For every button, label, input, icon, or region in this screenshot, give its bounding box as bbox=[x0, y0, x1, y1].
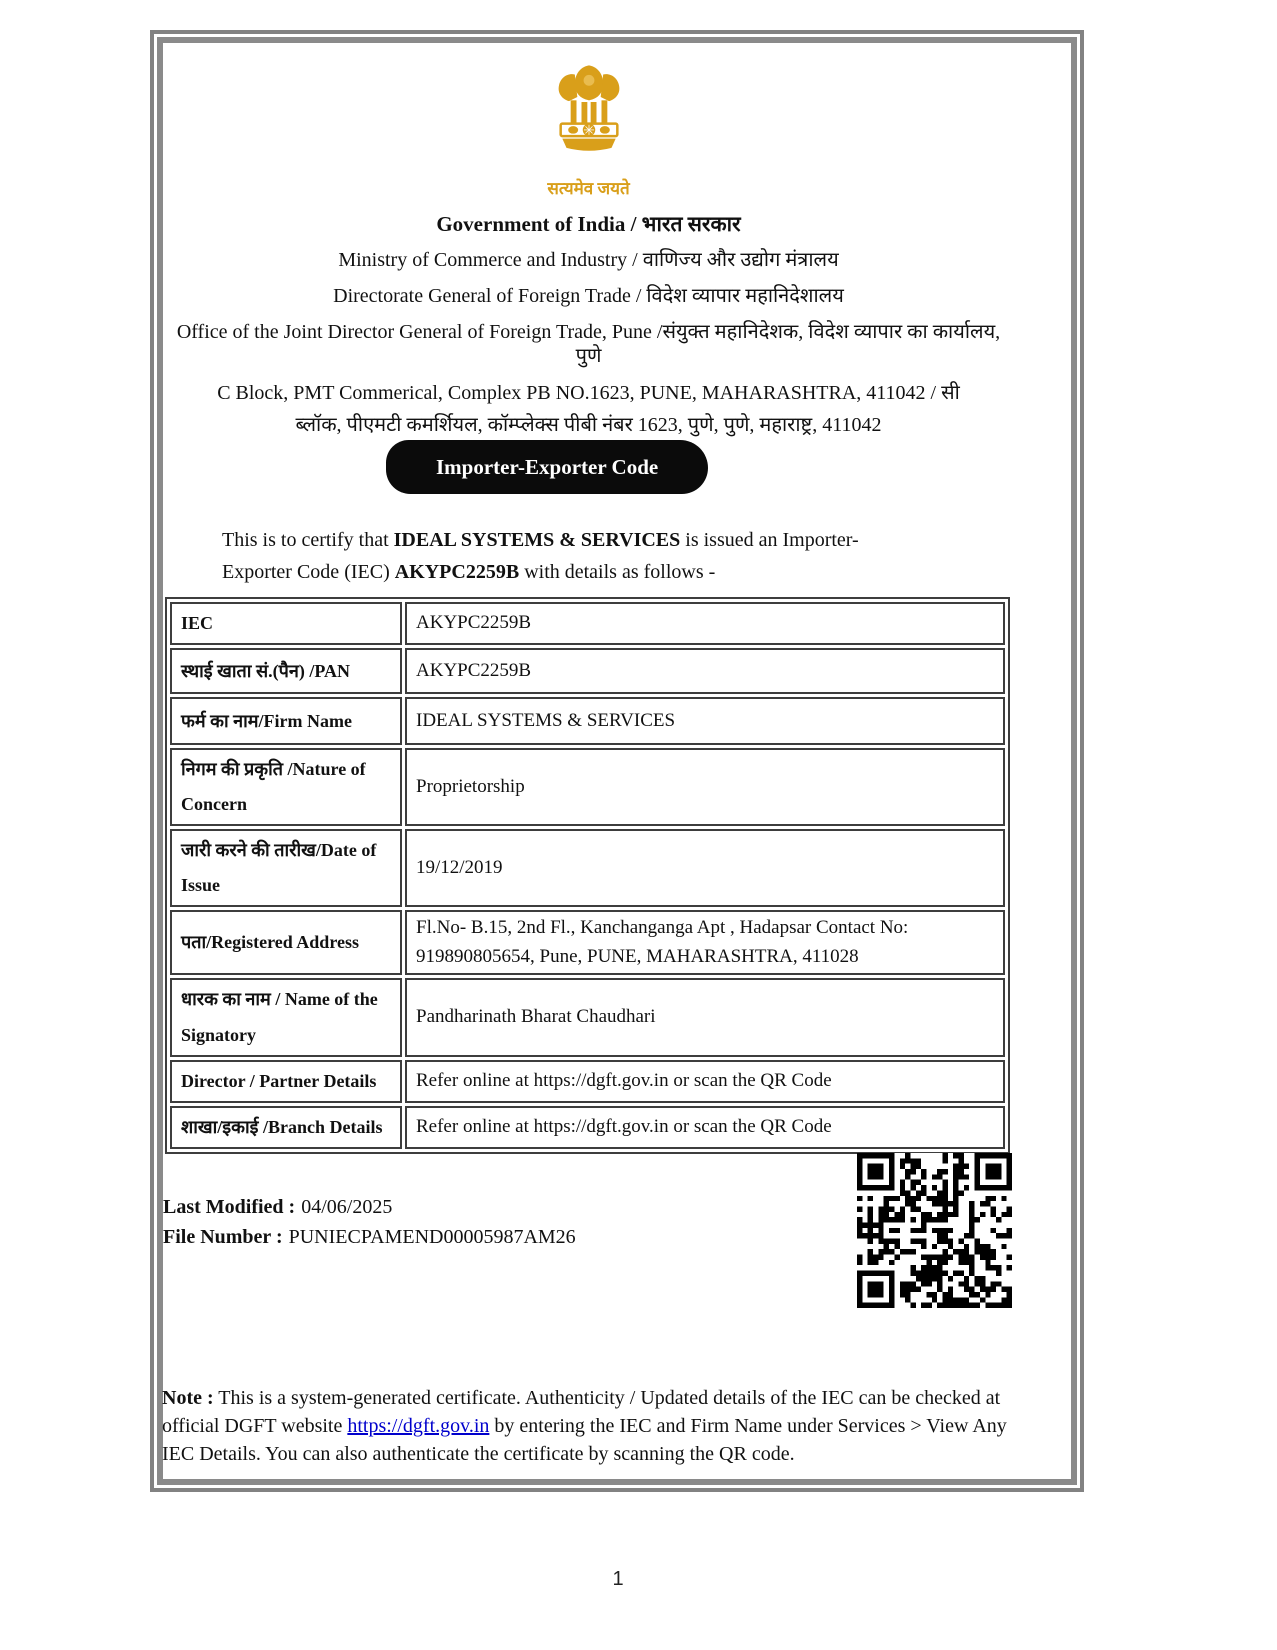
row-label: धारक का नाम / Name of the Signatory bbox=[170, 978, 402, 1056]
row-label: शाखा/इकाई /Branch Details bbox=[170, 1106, 402, 1149]
file-number-value: PUNIECPAMEND00005987AM26 bbox=[288, 1226, 576, 1248]
national-emblem-icon bbox=[539, 56, 639, 168]
certify-text: This is to certify that bbox=[222, 529, 394, 551]
row-value: Pandharinath Bharat Chaudhari bbox=[405, 978, 1005, 1056]
note-label: Note : bbox=[162, 1387, 214, 1409]
row-label: फर्म का नाम/Firm Name bbox=[170, 697, 402, 745]
file-number-line bbox=[163, 1222, 576, 1252]
table-row bbox=[170, 648, 1005, 694]
row-value: AKYPC2259B bbox=[405, 648, 1005, 694]
row-label: जारी करने की तारीख/Date of Issue bbox=[170, 829, 402, 907]
row-label: स्थाई खाता सं.(पैन) /PAN bbox=[170, 648, 402, 694]
row-label: निगम की प्रकृति /Nature of Concern bbox=[170, 748, 402, 826]
iec-code: AKYPC2259B bbox=[394, 561, 520, 583]
row-label: Director / Partner Details bbox=[170, 1060, 402, 1103]
certify-text: with details as follows - bbox=[519, 561, 716, 583]
row-value: Refer online at https://dgft.gov.in or scan the QR Code bbox=[405, 1060, 1005, 1103]
certification-statement bbox=[222, 524, 952, 588]
header-government-line: Government of India / भारत सरकार bbox=[436, 212, 741, 236]
table-row bbox=[170, 697, 1005, 745]
row-value: IDEAL SYSTEMS & SERVICES bbox=[405, 697, 1005, 745]
table-row bbox=[170, 1106, 1005, 1149]
row-value: Fl.No- B.15, 2nd Fl., Kanchanganga Apt , Hadapsar Contact No: 919890805654, Pune, PUNE, MAHARASHTRA, 411028 bbox=[405, 910, 1005, 975]
emblem-motto: सत्यमेव जयते bbox=[547, 179, 630, 198]
title-badge: Importer-Exporter Code bbox=[386, 440, 708, 494]
certificate-meta bbox=[163, 1192, 576, 1252]
page-number: 1 bbox=[612, 1568, 624, 1590]
last-modified-value: 04/06/2025 bbox=[301, 1196, 393, 1218]
table-row bbox=[170, 910, 1005, 975]
row-value: 19/12/2019 bbox=[405, 829, 1005, 907]
row-label: IEC bbox=[170, 602, 402, 645]
file-number-label: File Number : bbox=[163, 1226, 283, 1248]
dgft-link[interactable]: https://dgft.gov.in bbox=[347, 1415, 490, 1437]
header-office-line: Office of the Joint Director General of Foreign Trade, Pune /संयुक्त महानिदेशक, विदेश व्यापार का कार्यालय, पुणे bbox=[176, 321, 1001, 367]
certify-text: is issued an Importer- bbox=[680, 529, 859, 551]
qr-code bbox=[857, 1153, 1012, 1308]
table-row bbox=[170, 978, 1005, 1056]
row-value: Refer online at https://dgft.gov.in or scan the QR Code bbox=[405, 1106, 1005, 1149]
header-office-address: C Block, PMT Commerical, Complex PB NO.1623, PUNE, MAHARASHTRA, 411042 / सी ब्लॉक, पीएमटी कमर्शियल, कॉम्प्लेक्स पीबी नंबर 1623, पुणे, पुणे, महाराष्ट्र, 411042 bbox=[217, 382, 960, 436]
header-ministry-line: Ministry of Commerce and Industry / वाणिज्य और उद्योग मंत्रालय bbox=[338, 249, 839, 271]
table-row bbox=[170, 829, 1005, 907]
note-body: by entering the IEC and Firm Name under Services > View Any IEC Details. You can also authenticate the certificate by scanning the QR code. bbox=[162, 1415, 1007, 1465]
last-modified-line bbox=[163, 1192, 576, 1222]
row-value: AKYPC2259B bbox=[405, 602, 1005, 645]
note-text bbox=[162, 1384, 1040, 1468]
row-value: Proprietorship bbox=[405, 748, 1005, 826]
table-row bbox=[170, 748, 1005, 826]
last-modified-label: Last Modified : bbox=[163, 1196, 296, 1218]
certificate-header bbox=[166, 56, 1011, 441]
table-row bbox=[170, 602, 1005, 645]
firm-name: IDEAL SYSTEMS & SERVICES bbox=[393, 529, 681, 551]
iec-details-table bbox=[165, 597, 1010, 1154]
note-body: This is a system-generated certificate. Authenticity / Updated details of the IEC can be checked at official DGFT website bbox=[162, 1387, 1001, 1437]
header-directorate-line: Directorate General of Foreign Trade / विदेश व्यापार महानिदेशालय bbox=[333, 285, 844, 307]
row-label: पता/Registered Address bbox=[170, 910, 402, 975]
table-row bbox=[170, 1060, 1005, 1103]
certify-text: Exporter Code (IEC) bbox=[222, 561, 395, 583]
